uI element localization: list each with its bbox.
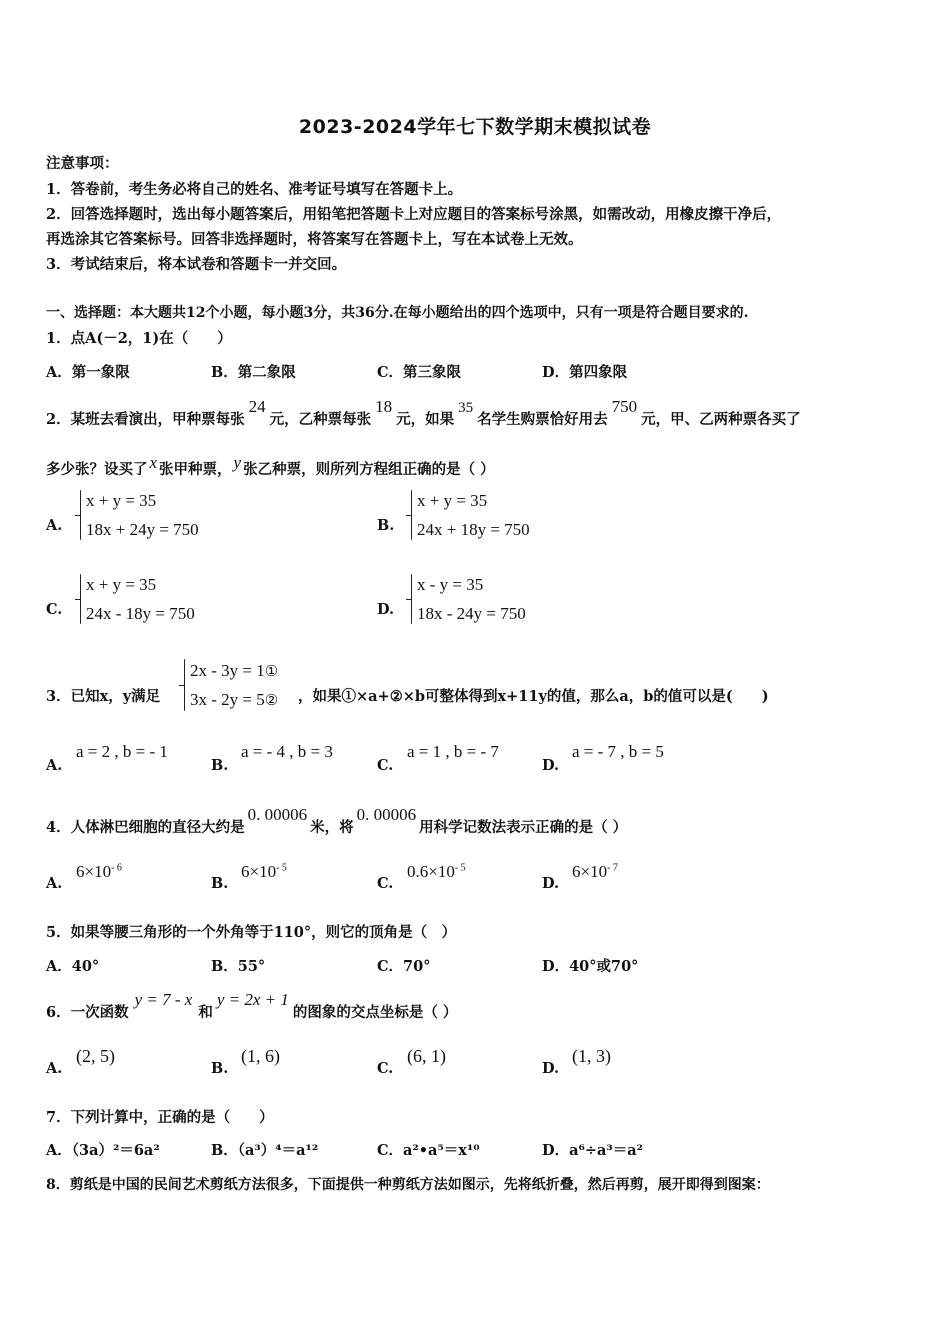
q6-function-2: y = 2x + 1	[216, 990, 289, 1009]
page-title: 2023-2024学年七下数学期末模拟试卷	[298, 116, 652, 138]
notice-item: 1．答卷前，考生务必将自己的姓名、准考证号填写在答题卡上。	[46, 181, 463, 198]
q2-option-c-brace	[80, 574, 81, 624]
q1-option-a: A．第一象限	[46, 364, 130, 381]
q2-text: 张甲种票，	[159, 461, 232, 478]
notice-item: 2．回答选择题时，选出每小题答案后，用铅笔把答题卡上对应题目的答案标号涂黑，如需改动，用橡皮擦干净后，	[46, 206, 782, 223]
q3-eq1-marker: ①	[264, 664, 279, 680]
q4-option-c-label: C.	[377, 875, 394, 892]
question-3-stem-start: 3．已知x，y满足	[46, 688, 161, 705]
q3-eq2-marker: ②	[264, 693, 279, 709]
q6-text: 6．一次函数	[46, 1004, 129, 1021]
q6-option-d-label: D.	[542, 1060, 560, 1077]
q3-option-d-label: D.	[542, 757, 560, 774]
q3-eq2	[190, 690, 278, 710]
q4-option-b-base: 6×10	[241, 862, 277, 881]
q2-text: 元，如果	[396, 411, 455, 428]
q4-option-b-exp: - 5	[276, 862, 287, 874]
q2-option-b-label: B.	[377, 517, 395, 534]
q2-text: 张乙种票，则所列方程组正确的是（ ）	[243, 461, 495, 478]
q2-option-a-eq1: x + y = 35	[86, 491, 157, 510]
q1-option-d: D．第四象限	[542, 364, 628, 381]
q7-option-d: D．a⁶÷a³＝a²	[542, 1142, 643, 1159]
q2-option-a-eq2: 18x + 24y = 750	[86, 520, 199, 539]
q4-option-a-base: 6×10	[76, 862, 112, 881]
question-3-stem-end: ，如果①×a+②×b可整体得到x+11y的值，那么a，b的值可以是( )	[298, 688, 769, 705]
notice-item: 再选涂其它答案标号。回答非选择题时，将答案写在答题卡上，写在本试卷上无效。	[46, 231, 583, 248]
q2-text: 元，甲、乙两种票各买了	[641, 411, 801, 428]
q2-option-c-eq2: 24x - 18y = 750	[86, 604, 195, 623]
q6-text: 的图象的交点坐标是（ ）	[292, 1004, 458, 1021]
q2-option-c-label: C.	[46, 601, 63, 618]
q4-option-b-label: B.	[211, 875, 229, 892]
q2-option-a-label: A.	[46, 517, 63, 534]
q6-option-c: (6, 1)	[407, 1046, 446, 1066]
q2-var-y: y	[233, 453, 242, 472]
q4-text: 用科学记数法表示正确的是（ ）	[419, 819, 628, 836]
q2-option-b-eq2: 24x + 18y = 750	[417, 520, 530, 539]
q5-option-a: A．40°	[46, 958, 100, 975]
q2-option-b-eq1: x + y = 35	[417, 491, 488, 510]
q4-option-a	[76, 862, 122, 882]
q2-option-d-label: D.	[377, 601, 395, 618]
question-8-stem: 8．剪纸是中国的民间艺术剪纸方法很多，下面提供一种剪纸方法如图示，先将纸折叠，然后再剪，展开即得到图案：	[46, 1177, 770, 1193]
question-1-stem: 1．点A(－2，1)在（ ）	[46, 330, 232, 347]
q3-eq2-text: 3x - 2y = 5	[190, 690, 265, 709]
q6-text: 和	[198, 1004, 213, 1021]
q4-option-d	[572, 862, 618, 882]
q6-option-b-label: B.	[211, 1060, 229, 1077]
q1-option-b: B．第二象限	[211, 364, 296, 381]
q7-option-b: B．（a³）⁴＝a¹²	[211, 1142, 319, 1159]
q4-option-d-exp: - 7	[607, 862, 618, 874]
question-7-stem: 7．下列计算中，正确的是（ ）	[46, 1109, 274, 1126]
q3-eq1-text: 2x - 3y = 1	[190, 661, 265, 680]
question-5-stem: 5．如果等腰三角形的一个外角等于110°，则它的顶角是（ ）	[46, 924, 457, 941]
q2-option-d-brace	[411, 574, 412, 624]
q2-number: 35	[458, 400, 474, 416]
q3-option-b-label: B.	[211, 757, 229, 774]
q4-text: 米，将	[310, 819, 354, 836]
q6-option-c-label: C.	[377, 1060, 394, 1077]
q3-system-brace	[184, 659, 185, 711]
q3-option-c: a = 1 , b = - 7	[407, 742, 499, 761]
notice-item: 3．考试结束后，将本试卷和答题卡一并交回。	[46, 256, 347, 273]
q2-number: 24	[248, 397, 266, 416]
q2-number: 18	[375, 397, 393, 416]
section-heading: 一、选择题：本大题共12个小题，每小题3分，共36分.在每小题给出的四个选项中，只有一项是符合题目要求的.	[46, 305, 749, 321]
q2-option-b-brace	[411, 490, 412, 540]
q4-number: 0. 00006	[356, 805, 417, 824]
q2-var-x: x	[149, 453, 158, 472]
q2-text: 2．某班去看演出，甲种票每张	[46, 411, 245, 428]
q7-option-a: A．（3a）²＝6a²	[46, 1142, 160, 1159]
q5-option-d: D．40°或70°	[542, 958, 639, 975]
q2-option-a-brace	[80, 490, 81, 540]
q2-text: 名学生购票恰好用去	[477, 411, 608, 428]
q3-eq1	[190, 661, 278, 681]
q4-text: 4．人体淋巴细胞的直径大约是	[46, 819, 245, 836]
q4-number: 0. 00006	[247, 805, 308, 824]
q2-text: 元，乙种票每张	[269, 411, 372, 428]
q6-option-a-label: A.	[46, 1060, 63, 1077]
q2-option-d-eq2: 18x - 24y = 750	[417, 604, 526, 623]
question-2-stem-line2	[46, 453, 495, 479]
q4-option-d-label: D.	[542, 875, 560, 892]
q3-option-a-label: A.	[46, 757, 63, 774]
q5-option-b: B．55°	[211, 958, 266, 975]
q2-option-d-eq1: x - y = 35	[417, 575, 484, 594]
q4-option-c-exp: - 5	[454, 862, 466, 874]
q3-option-d: a = - 7 , b = 5	[572, 742, 664, 761]
q6-function-1: y = 7 - x	[134, 990, 193, 1009]
q2-number: 750	[611, 397, 638, 416]
question-4-stem	[46, 805, 628, 837]
q4-option-c-base: 0.6×10	[407, 862, 455, 881]
q4-option-a-label: A.	[46, 875, 63, 892]
q6-option-b: (1, 6)	[241, 1046, 280, 1066]
question-2-stem	[46, 397, 801, 429]
q3-option-b: a = - 4 , b = 3	[241, 742, 333, 761]
q3-option-c-label: C.	[377, 757, 394, 774]
question-6-stem	[46, 990, 458, 1022]
q2-option-c-eq1: x + y = 35	[86, 575, 157, 594]
notice-heading: 注意事项：	[46, 155, 119, 172]
q6-option-a: (2, 5)	[76, 1046, 115, 1066]
q6-option-d: (1, 3)	[572, 1046, 611, 1066]
q3-option-a: a = 2 , b = - 1	[76, 742, 168, 761]
q1-option-c: C．第三象限	[377, 364, 462, 381]
q5-option-c: C．70°	[377, 958, 431, 975]
q2-text: 多少张？设买了	[46, 461, 148, 478]
q4-option-a-exp: - 6	[111, 862, 122, 874]
q7-option-c: C．a²•a⁵＝x¹⁰	[377, 1142, 480, 1159]
q4-option-b	[241, 862, 287, 882]
q4-option-c	[407, 862, 466, 882]
q4-option-d-base: 6×10	[572, 862, 608, 881]
